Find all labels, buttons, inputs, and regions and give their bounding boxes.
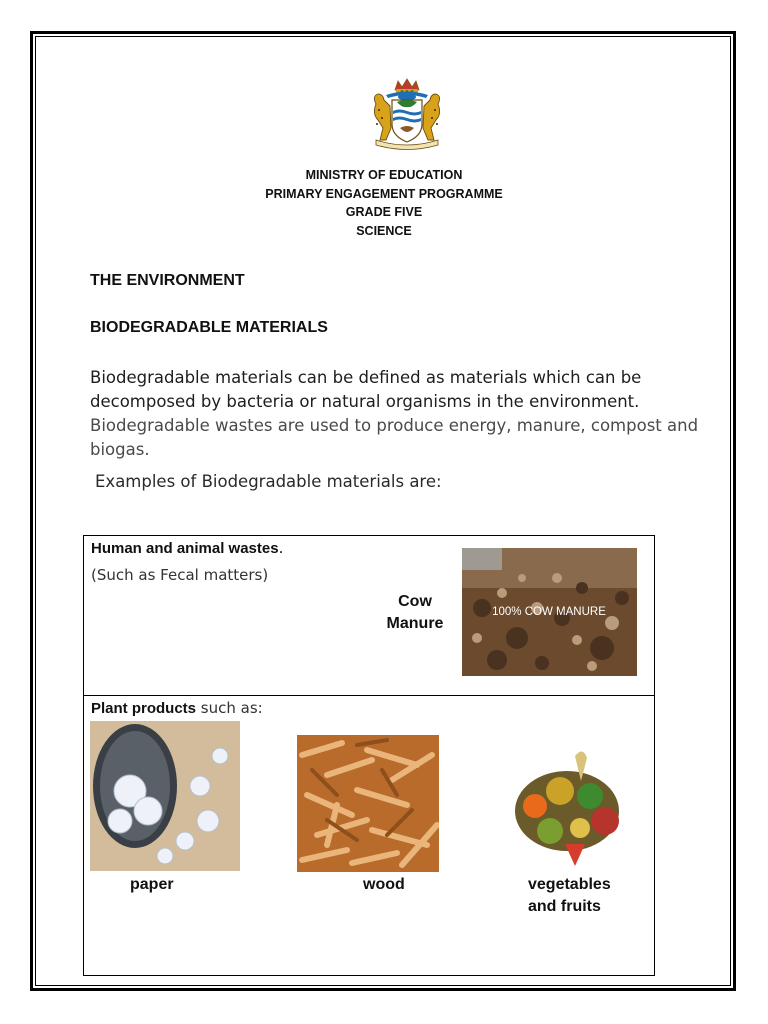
header-grade: GRADE FIVE [345, 205, 423, 219]
row1-heading [91, 539, 283, 557]
paper-image [90, 721, 240, 871]
definition-text: Biodegradable materials can be defined as materials which can be decomposed by bacteria or natural organisms in the environment. [90, 368, 642, 411]
definition-paragraph [90, 366, 700, 462]
vegetables-caption [528, 874, 611, 918]
uses-text: Biodegradable wastes are used to produce energy, manure, compost and biogas. [90, 416, 699, 459]
section-title-biodegradable: BIODEGRADABLE MATERIALS [90, 319, 328, 336]
row1-heading-bold: Human and animal wastes [91, 540, 279, 557]
table-row-divider [83, 695, 655, 696]
cow-manure-caption-line2: Manure [386, 615, 444, 632]
coat-of-arms-emblem [362, 78, 452, 150]
cow-manure-image [462, 548, 637, 676]
vegetables-fruits-image [505, 736, 630, 871]
cow-manure-caption-line1: Cow [398, 593, 432, 610]
row2-heading-bold: Plant products [91, 700, 197, 717]
header-ministry: MINISTRY OF EDUCATION [305, 168, 463, 182]
paper-caption: paper [130, 876, 174, 893]
row1-subtext: (Such as Fecal matters) [91, 566, 269, 584]
header-subject: SCIENCE [356, 223, 412, 238]
wood-image [297, 735, 439, 872]
row1-heading-suffix: . [278, 539, 284, 557]
header-programme: PRIMARY ENGAGEMENT PROGRAMME [265, 186, 503, 201]
vegetables-caption-line2: and fruits [528, 898, 601, 915]
wood-caption: wood [363, 876, 405, 893]
section-title-environment: THE ENVIRONMENT [90, 272, 245, 289]
cow-manure-caption [380, 591, 450, 635]
row2-heading [91, 699, 263, 717]
cow-manure-overlay-text: 100% COW MANURE [492, 606, 606, 618]
row2-heading-suffix: such as: [196, 699, 263, 717]
examples-intro: Examples of Biodegradable materials are: [95, 472, 442, 491]
vegetables-caption-line1: vegetables [528, 876, 611, 893]
